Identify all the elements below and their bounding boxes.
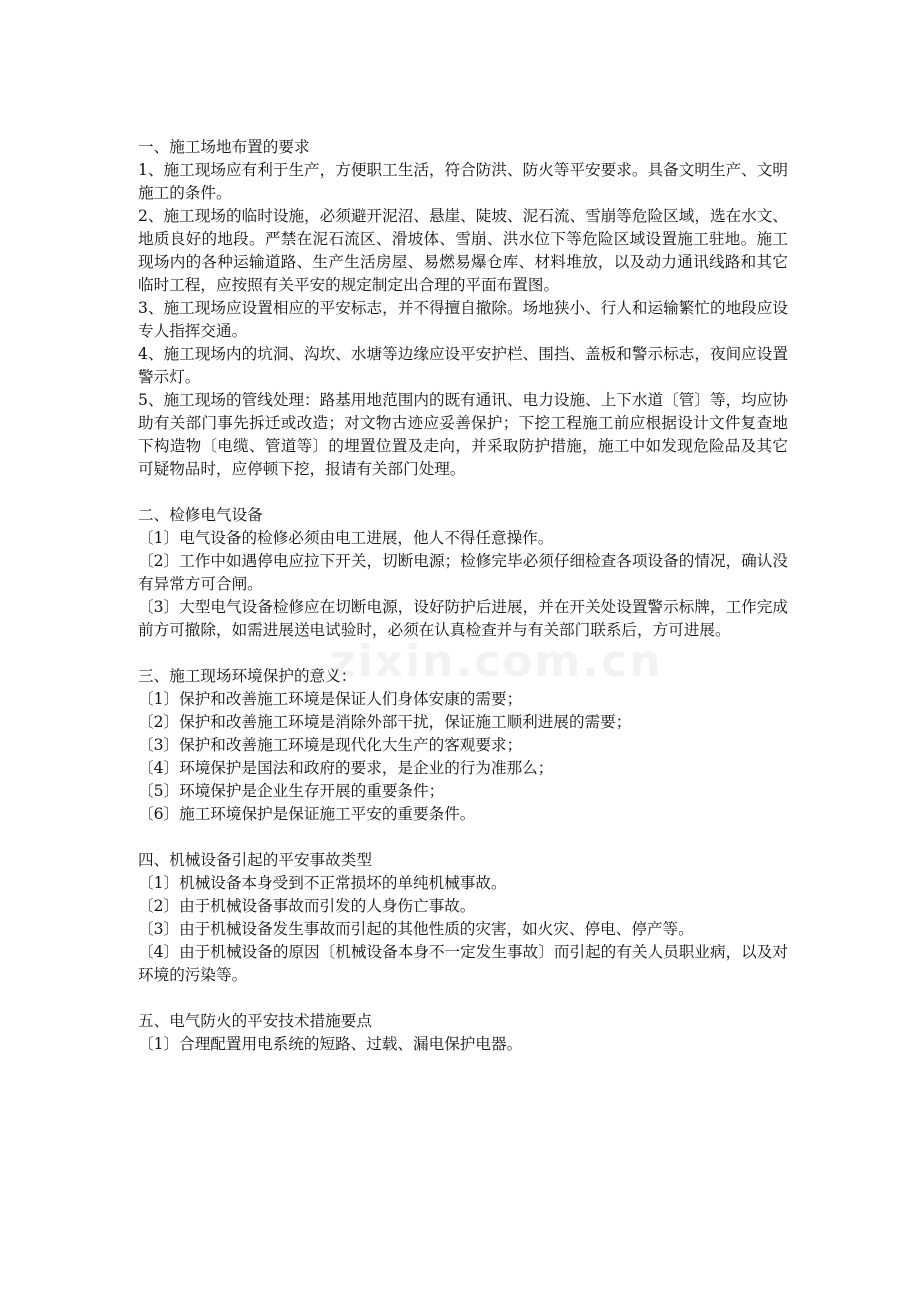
section-heading: 四、机械设备引起的平安事故类型: [138, 851, 372, 869]
paragraph: 〔2〕由于机械设备事故而引发的人身伤亡事故。: [138, 897, 476, 915]
paragraph: 〔1〕保护和改善施工环境是保证人们身体安康的需要；: [138, 690, 523, 708]
paragraph: 〔6〕施工环境保护是保证施工平安的重要条件。: [138, 805, 476, 823]
section-heading: 一、施工场地布置的要求: [138, 138, 310, 156]
paragraph: 〔1〕合理配置用电系统的短路、过载、漏电保护电器。: [138, 1035, 523, 1053]
paragraph: 〔2〕工作中如遇停电应拉下开关，切断电源；检修完毕必须仔细检查各项设备的情况，确认没有异常方可合闸。: [138, 552, 788, 593]
paragraph: 〔4〕环境保护是国法和政府的要求，是企业的行为准那么；: [138, 759, 554, 777]
document-body: [138, 136, 788, 1056]
paragraph: 4、施工现场内的坑洞、沟坎、水塘等边缘应设平安护栏、围挡、盖板和警示标志，夜间应设置警示灯。: [138, 345, 788, 386]
paragraph: 〔1〕电气设备的检修必须由电工进展，他人不得任意操作。: [138, 529, 554, 547]
paragraph: 2、施工现场的临时设施，必须避开泥沼、悬崖、陡坡、泥石流、雪崩等危险区域，选在水文、地质良好的地段。严禁在泥石流区、滑坡体、雪崩、洪水位下等危险区域设置施工驻地。施工现场内的各种运输道路、生产生活房屋、易燃易爆仓库、材料堆放，以及动力通讯线路和其它临时工程，应按照有关平安的规定制定出合理的平面布置图。: [138, 207, 788, 294]
paragraph: 〔3〕由于机械设备发生事故而引起的其他性质的灾害，如火灾、停电、停产等。: [138, 920, 694, 938]
section-environmental-protection: [138, 665, 788, 826]
section-machinery-accidents: [138, 849, 788, 987]
paragraph: 〔4〕由于机械设备的原因〔机械设备本身不一定发生事故〕而引起的有关人员职业病，以及对环境的污染等。: [138, 943, 788, 984]
section-site-layout: [138, 136, 788, 481]
paragraph: 〔3〕保护和改善施工环境是现代化大生产的客观要求；: [138, 736, 523, 754]
paragraph: 〔3〕大型电气设备检修应在切断电源，设好防护后进展，并在开关处设置警示标牌，工作完成前方可撤除，如需进展送电试验时，必须在认真检查并与有关部门联系后，方可进展。: [138, 598, 788, 639]
watermark: zixin.com.cn: [330, 636, 663, 687]
section-electrical-maintenance: [138, 504, 788, 642]
section-heading: 三、施工现场环境保护的意义：: [138, 667, 357, 685]
section-electrical-fire-prevention: [138, 1010, 788, 1056]
paragraph: 〔2〕保护和改善施工环境是消除外部干扰，保证施工顺利进展的需要；: [138, 713, 632, 731]
paragraph: 5、施工现场的管线处理：路基用地范围内的既有通讯、电力设施、上下水道〔管〕等，均应协助有关部门事先拆迁或改造；对文物古迹应妥善保护；下挖工程施工前应根据设计文件复查地下构造物〔电缆、管道等〕的埋置位置及走向，并采取防护措施，施工中如发现危险品及其它可疑物品时，应停顿下挖，报请有关部门处理。: [138, 391, 788, 478]
paragraph: 〔1〕机械设备本身受到不正常损坏的单纯机械事故。: [138, 874, 507, 892]
paragraph: 1、施工现场应有利于生产，方便职工生活，符合防洪、防火等平安要求。具备文明生产、文明施工的条件。: [138, 161, 788, 202]
paragraph: 〔5〕环境保护是企业生存开展的重要条件；: [138, 782, 445, 800]
section-heading: 五、电气防火的平安技术措施要点: [138, 1012, 372, 1030]
section-heading: 二、检修电气设备: [138, 506, 263, 524]
paragraph: 3、施工现场应设置相应的平安标志，并不得擅自撤除。场地狭小、行人和运输繁忙的地段应设专人指挥交通。: [138, 299, 788, 340]
